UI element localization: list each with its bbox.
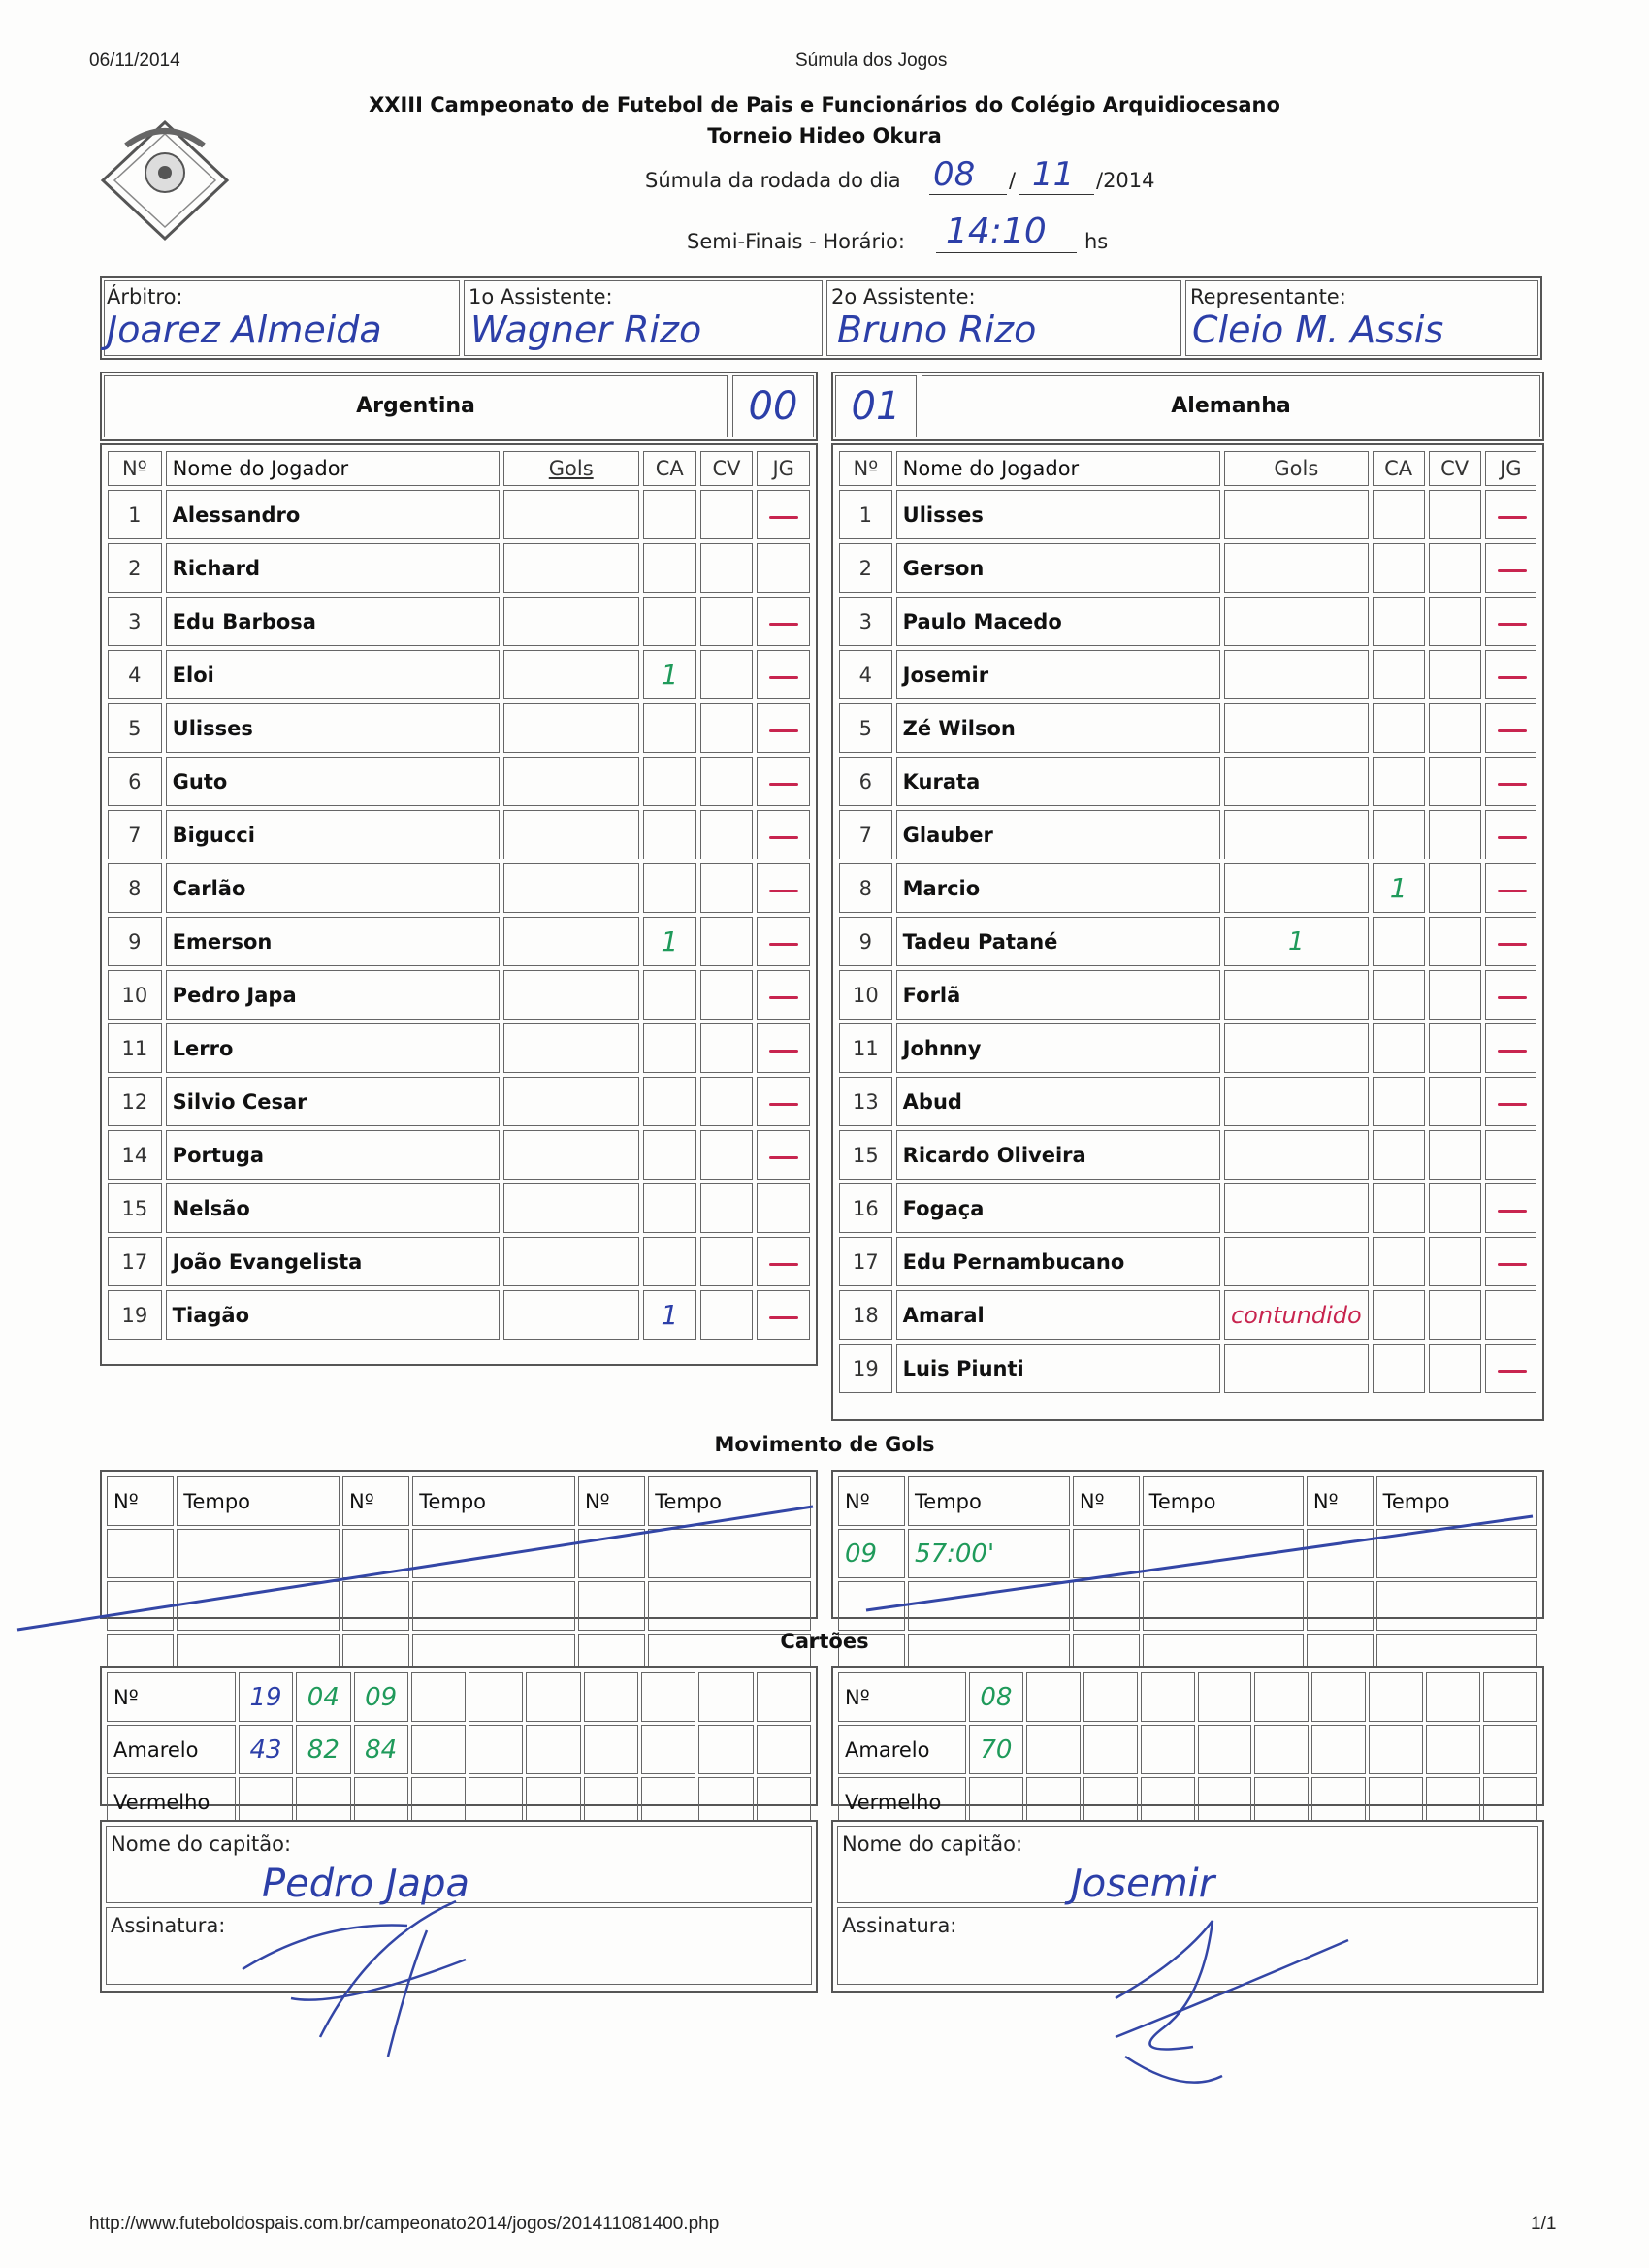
- round-month: 11: [1032, 155, 1075, 194]
- player-number: 13: [839, 1077, 892, 1126]
- assistant1-label: 1o Assistente:: [469, 285, 613, 308]
- player-number: 10: [108, 970, 162, 1020]
- away-goal-time: 57:00': [908, 1529, 1070, 1578]
- col-ca: CA: [643, 451, 696, 486]
- player-number: 2: [839, 543, 892, 593]
- away-score: 01: [851, 384, 901, 429]
- player-name: Josemir: [896, 650, 1220, 699]
- card-entry: 04: [296, 1672, 350, 1722]
- away-goals-strike-line: [866, 1516, 1533, 1610]
- player-name: Abud: [896, 1077, 1220, 1126]
- home-score: 00: [748, 384, 798, 429]
- col-cv: CV: [1429, 451, 1481, 486]
- card-entry: 84: [354, 1725, 408, 1774]
- player-name: Marcio: [896, 863, 1220, 913]
- away-captain-name: Josemir: [1071, 1862, 1215, 1906]
- cards-row-label: Nº: [107, 1672, 236, 1722]
- captain-label: Nome do capitão:: [842, 1832, 1023, 1856]
- card-entry: 82: [296, 1725, 350, 1774]
- home-signature: [242, 1901, 466, 2057]
- player-name: Edu Barbosa: [166, 597, 500, 646]
- goals-header: Nº Tempo Nº Tempo Nº Tempo: [107, 1476, 811, 1526]
- cards-section-title: Cartões: [780, 1630, 869, 1653]
- player-yellow-cards: 1: [1373, 863, 1425, 913]
- championship-title: XXIII Campeonato de Futebol de Pais e Funcionários do Colégio Arquidiocesano: [369, 93, 1280, 116]
- player-name: Alessandro: [166, 490, 500, 539]
- representative-name: Cleio M. Assis: [1192, 308, 1444, 351]
- cards-row-label: Amarelo: [107, 1725, 236, 1774]
- player-number: 14: [108, 1130, 162, 1180]
- player-name: Edu Pernambucano: [896, 1237, 1220, 1286]
- goals-header: Nº Tempo Nº Tempo Nº Tempo: [838, 1476, 1537, 1526]
- card-entry: 70: [969, 1725, 1023, 1774]
- col-ca: CA: [1373, 451, 1425, 486]
- cards-row-label: Nº: [838, 1672, 966, 1722]
- player-name: Glauber: [896, 810, 1220, 859]
- assistant2-label: 2o Assistente:: [831, 285, 976, 308]
- assistant1-name: Wagner Rizo: [470, 308, 702, 351]
- player-name: Carlão: [166, 863, 500, 913]
- player-number: 7: [108, 810, 162, 859]
- player-name: Zé Wilson: [896, 703, 1220, 753]
- cards-row-label: Vermelho: [838, 1777, 966, 1827]
- away-goal-no: 09: [838, 1529, 905, 1578]
- print-title: Súmula dos Jogos: [795, 50, 948, 71]
- player-number: 9: [839, 917, 892, 966]
- col-jg: JG: [1485, 451, 1536, 486]
- col-goals: Gols: [1224, 451, 1369, 486]
- player-yellow-cards: 1: [643, 917, 696, 966]
- player-name: Ricardo Oliveira: [896, 1130, 1220, 1180]
- player-yellow-cards: 1: [643, 650, 696, 699]
- player-number: 10: [839, 970, 892, 1020]
- player-number: 6: [839, 757, 892, 806]
- player-name: Ulisses: [166, 703, 500, 753]
- player-number: 15: [839, 1130, 892, 1180]
- player-number: 2: [108, 543, 162, 593]
- player-number: 16: [839, 1183, 892, 1233]
- captain-label: Nome do capitão:: [111, 1832, 292, 1856]
- player-name: Pedro Japa: [166, 970, 500, 1020]
- player-name: Ulisses: [896, 490, 1220, 539]
- player-number: 4: [839, 650, 892, 699]
- player-number: 8: [839, 863, 892, 913]
- card-entry: 09: [354, 1672, 408, 1722]
- player-number: 11: [839, 1023, 892, 1073]
- footer-url: http://www.futeboldospais.com.br/campeonato2014/jogos/201411081400.php: [89, 2214, 720, 2234]
- card-entry: 43: [239, 1725, 293, 1774]
- player-name: Silvio Cesar: [166, 1077, 500, 1126]
- player-name: Eloi: [166, 650, 500, 699]
- cards-row-label: Vermelho: [107, 1777, 236, 1827]
- signature-label: Assinatura:: [842, 1914, 957, 1937]
- representative-label: Representante:: [1190, 285, 1346, 308]
- player-number: 3: [108, 597, 162, 646]
- player-number: 5: [108, 703, 162, 753]
- player-number: 19: [108, 1290, 162, 1340]
- player-number: 19: [839, 1344, 892, 1393]
- print-date: 06/11/2014: [89, 50, 180, 71]
- match-time: 14:10: [946, 211, 1047, 251]
- away-signature: [1116, 1921, 1348, 2083]
- col-no: Nº: [839, 451, 892, 486]
- stage-prefix: Semi-Finais - Horário:: [687, 230, 905, 253]
- player-number: 5: [839, 703, 892, 753]
- assistant2-name: Bruno Rizo: [837, 308, 1037, 351]
- home-goals-strike-line: [17, 1507, 813, 1630]
- cards-row-label: Amarelo: [838, 1725, 966, 1774]
- player-number: 7: [839, 810, 892, 859]
- referee-name: Joarez Almeida: [107, 308, 382, 351]
- player-number: 12: [108, 1077, 162, 1126]
- player-name: Kurata: [896, 757, 1220, 806]
- player-number: 8: [108, 863, 162, 913]
- signature-label: Assinatura:: [111, 1914, 226, 1937]
- player-name: Tiagão: [166, 1290, 500, 1340]
- player-name: Emerson: [166, 917, 500, 966]
- player-number: 15: [108, 1183, 162, 1233]
- player-number: 1: [108, 490, 162, 539]
- player-goals: contundido: [1224, 1290, 1369, 1340]
- player-yellow-cards: 1: [643, 1290, 696, 1340]
- card-entry: 19: [239, 1672, 293, 1722]
- player-name: Tadeu Patané: [896, 917, 1220, 966]
- home-team-name: Argentina: [104, 375, 728, 437]
- card-entry: 08: [969, 1672, 1023, 1722]
- player-name: Forlã: [896, 970, 1220, 1020]
- player-number: 17: [839, 1237, 892, 1286]
- round-prefix: Súmula da rodada do dia: [645, 169, 901, 192]
- player-number: 11: [108, 1023, 162, 1073]
- away-team-name: Alemanha: [922, 375, 1540, 437]
- goals-section-title: Movimento de Gols: [714, 1433, 935, 1456]
- col-name: Nome do Jogador: [166, 451, 500, 486]
- col-goals: Gols: [503, 451, 639, 486]
- player-number: 17: [108, 1237, 162, 1286]
- player-name: Amaral: [896, 1290, 1220, 1340]
- player-number: 1: [839, 490, 892, 539]
- player-name: Gerson: [896, 543, 1220, 593]
- col-name: Nome do Jogador: [896, 451, 1220, 486]
- col-cv: CV: [700, 451, 754, 486]
- home-captain-name: Pedro Japa: [262, 1862, 469, 1906]
- player-name: Paulo Macedo: [896, 597, 1220, 646]
- tournament-title: Torneio Hideo Okura: [707, 124, 942, 147]
- col-jg: JG: [757, 451, 810, 486]
- player-name: Luis Piunti: [896, 1344, 1220, 1393]
- player-number: 4: [108, 650, 162, 699]
- player-name: Johnny: [896, 1023, 1220, 1073]
- player-name: Bigucci: [166, 810, 500, 859]
- player-number: 3: [839, 597, 892, 646]
- referee-label: Árbitro:: [107, 285, 183, 308]
- player-number: 9: [108, 917, 162, 966]
- player-name: Lerro: [166, 1023, 500, 1073]
- player-number: 6: [108, 757, 162, 806]
- round-day: 08: [933, 155, 976, 194]
- player-name: João Evangelista: [166, 1237, 500, 1286]
- footer-page: 1/1: [1531, 2214, 1557, 2234]
- player-name: Richard: [166, 543, 500, 593]
- player-name: Fogaça: [896, 1183, 1220, 1233]
- player-number: 18: [839, 1290, 892, 1340]
- col-no: Nº: [108, 451, 162, 486]
- player-name: Guto: [166, 757, 500, 806]
- time-suffix: hs: [1084, 230, 1109, 253]
- player-goals: 1: [1224, 917, 1369, 966]
- round-year: /2014: [1096, 169, 1155, 192]
- player-name: Portuga: [166, 1130, 500, 1180]
- player-name: Nelsão: [166, 1183, 500, 1233]
